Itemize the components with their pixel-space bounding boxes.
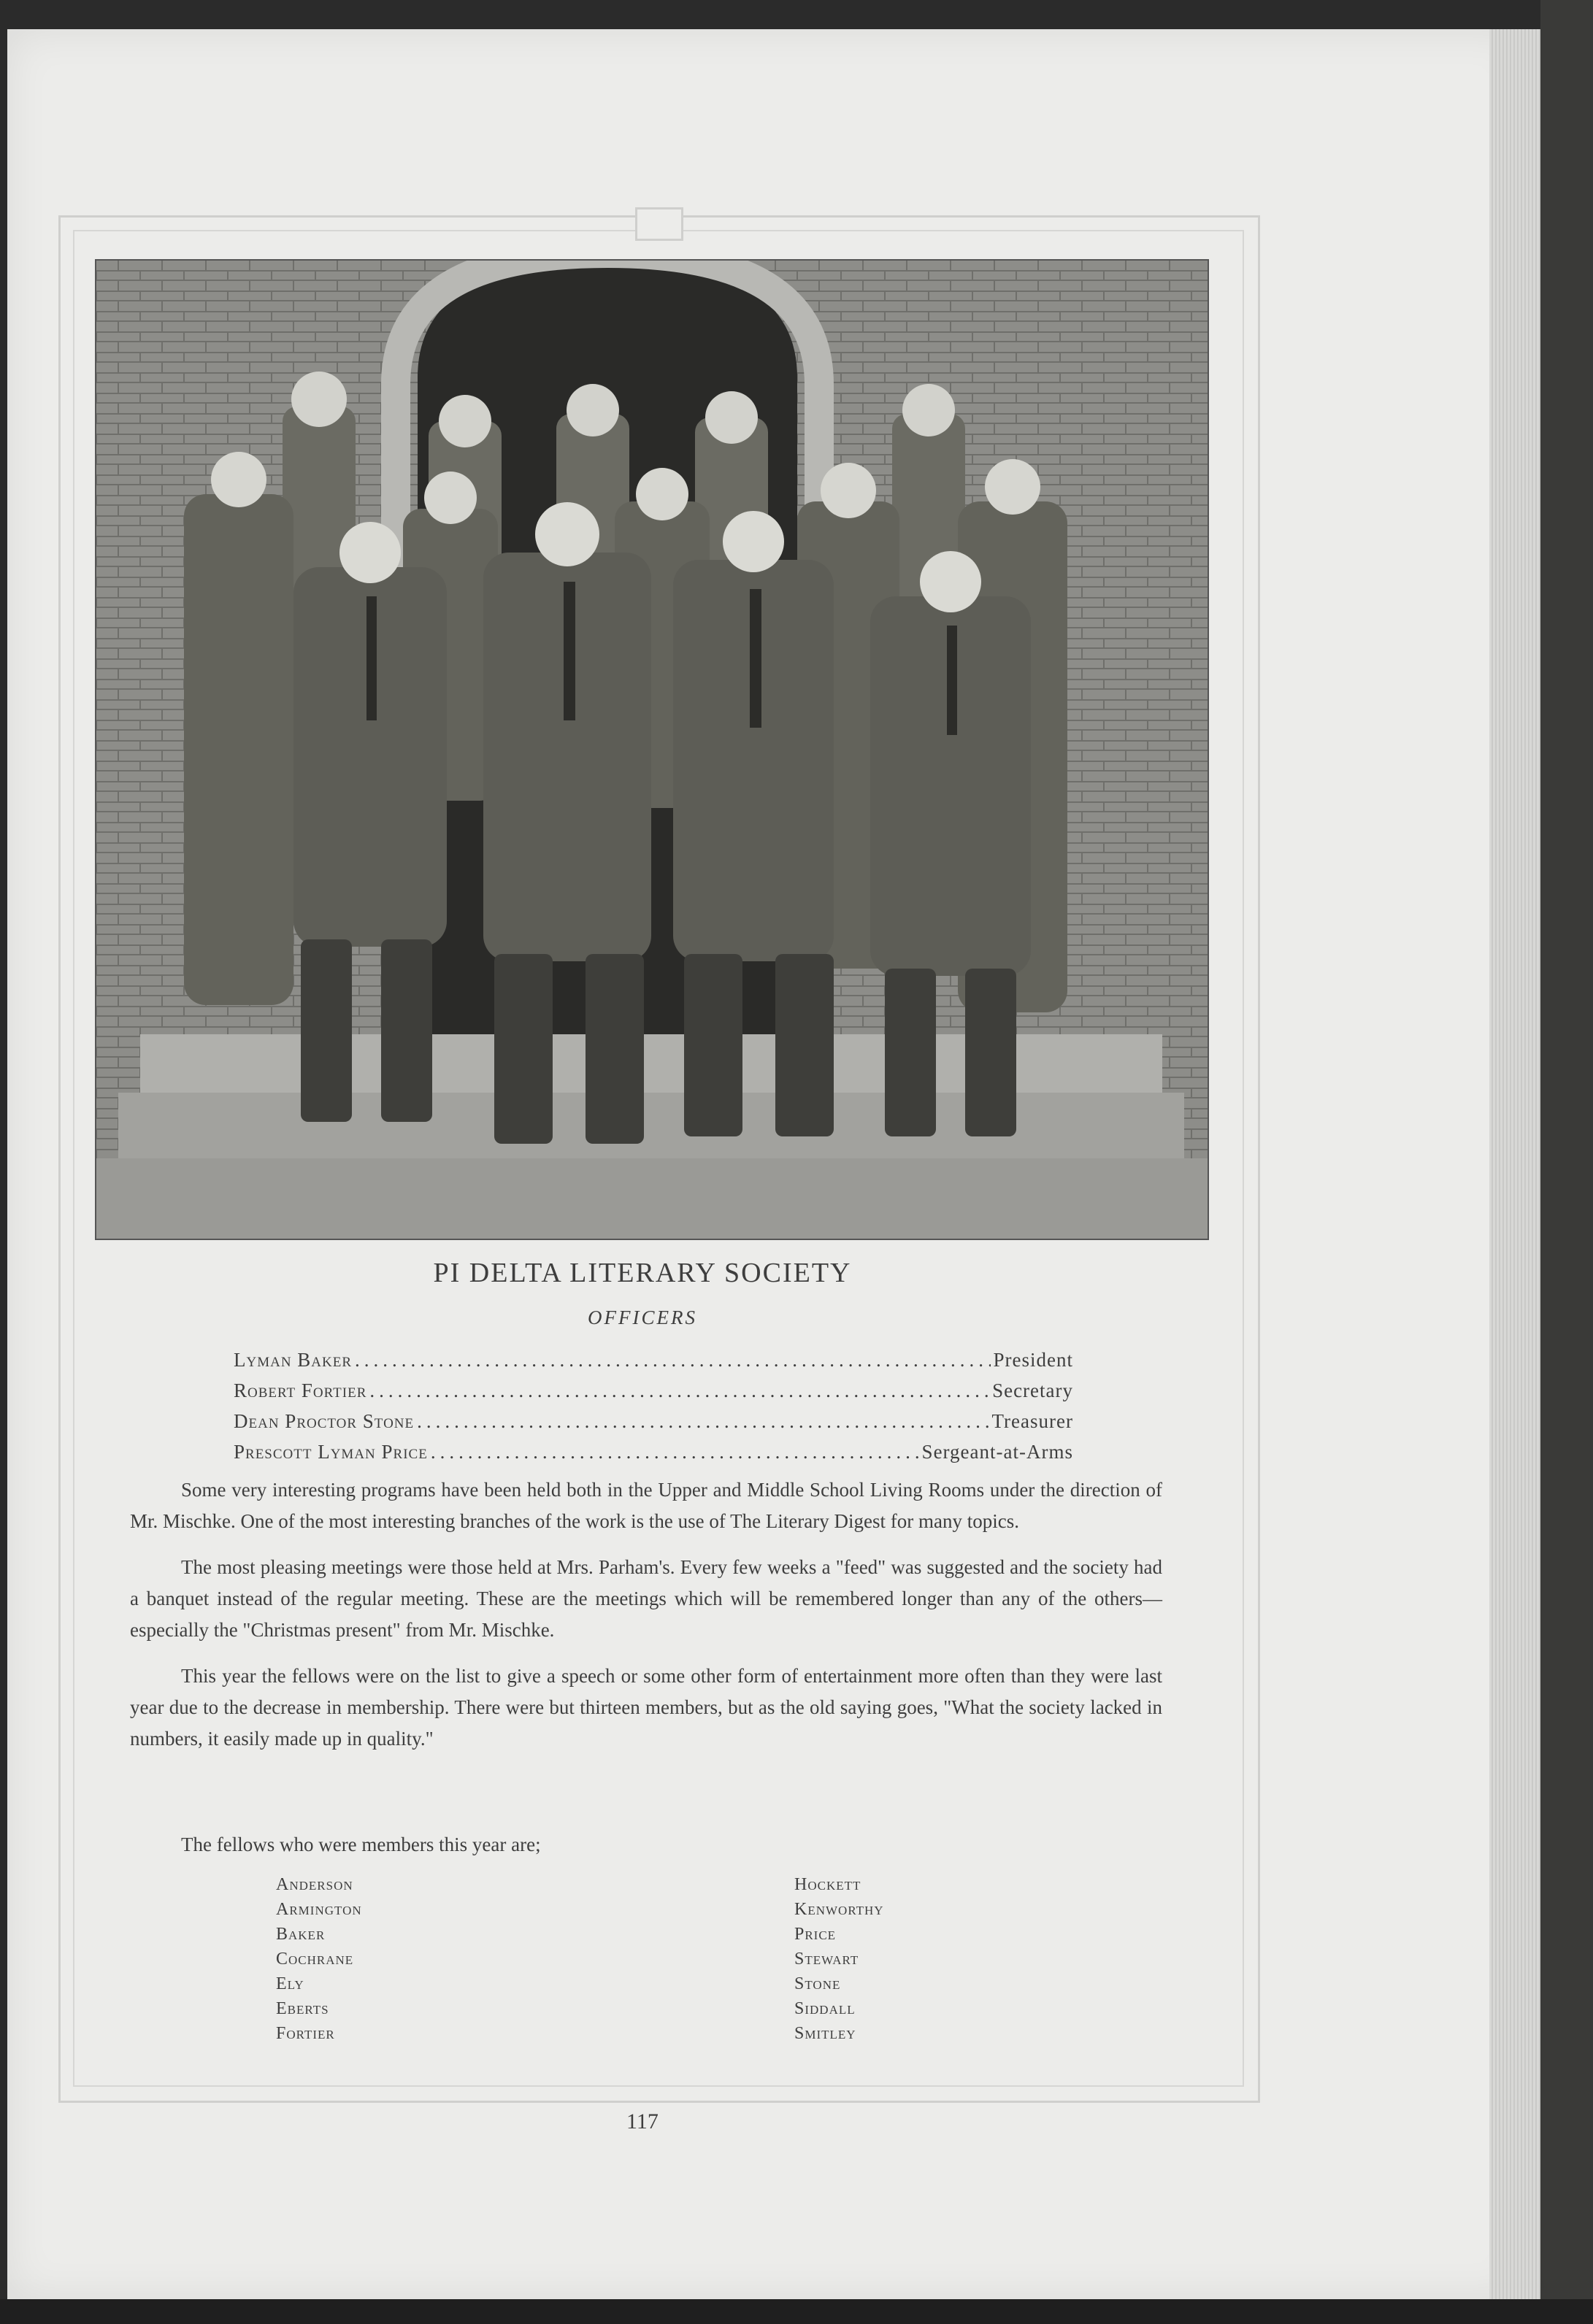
- members-intro: The fellows who were members this year are;: [181, 1834, 541, 1855]
- leader-dots: [355, 1344, 990, 1375]
- member-name: Stewart: [794, 1950, 859, 1969]
- paragraph: The most pleasing meetings were those held at Mrs. Parham's. Every few weeks a "feed" was suggested and the society had a banquet instead of the regular meeting. These are the meetings which will be remembered longer than any of the others—especially the "Christmas present" from Mr. Mischke.: [130, 1556, 1162, 1641]
- member-name: Hockett: [794, 1875, 861, 1894]
- member-name: Fortier: [276, 2024, 335, 2043]
- group-photo-image: [96, 261, 1208, 1239]
- member-name: Eberts: [276, 1999, 329, 2018]
- member-name: Armington: [276, 1900, 362, 1919]
- officer-name: Dean Proctor Stone: [234, 1410, 415, 1432]
- member-name: Kenworthy: [794, 1900, 884, 1919]
- members-column-right: [794, 1872, 884, 2046]
- officer-row: [234, 1406, 1073, 1436]
- members-column-left: [276, 1872, 362, 2046]
- leader-dots: [431, 1436, 919, 1467]
- officer-title: Secretary: [992, 1380, 1073, 1401]
- member-name: Ely: [276, 1974, 304, 1993]
- paragraph: This year the fellows were on the list to give a speech or some other form of entertainment more often than they were last year due to the decrease in membership. There were but thirteen members, but as the old saying goes, "What the society lacked in numbers, it easily made up in quality.": [130, 1665, 1162, 1750]
- member-name: Anderson: [276, 1875, 353, 1894]
- book-cover-edge: [1540, 0, 1593, 2324]
- officer-row: [234, 1436, 1073, 1467]
- officer-name: Robert Fortier: [234, 1380, 367, 1401]
- book-cover-bottom: [0, 2299, 1593, 2324]
- officer-title: President: [993, 1349, 1073, 1371]
- officer-row: [234, 1344, 1073, 1375]
- member-name: Smitley: [794, 2024, 856, 2043]
- officers-heading: OFFICERS: [588, 1307, 697, 1328]
- officers-list: [234, 1344, 1073, 1467]
- page-edges: [1489, 29, 1540, 2299]
- officer-title: Treasurer: [991, 1410, 1073, 1432]
- member-name: Baker: [276, 1925, 326, 1944]
- member-name: Stone: [794, 1974, 841, 1993]
- group-photo: [95, 259, 1209, 1240]
- page-number: 117: [626, 2109, 659, 2133]
- officer-row: [234, 1375, 1073, 1406]
- member-name: Siddall: [794, 1999, 856, 2018]
- frame-ornament-icon: [635, 207, 683, 241]
- officer-name: Prescott Lyman Price: [234, 1441, 428, 1463]
- body-text: [130, 1474, 1162, 1769]
- member-name: Price: [794, 1925, 837, 1944]
- paragraph: Some very interesting programs have been held both in the Upper and Middle School Living Rooms under the direction of Mr. Mischke. One of the most interesting branches of the work is the use of The Literary Digest for many topics.: [130, 1479, 1162, 1532]
- member-name: Cochrane: [276, 1950, 354, 1969]
- society-title: PI DELTA LITERARY SOCIETY: [433, 1258, 852, 1288]
- leader-dots: [417, 1406, 989, 1436]
- officer-name: Lyman Baker: [234, 1349, 353, 1371]
- leader-dots: [369, 1375, 989, 1406]
- officer-title: Sergeant-at-Arms: [921, 1441, 1073, 1463]
